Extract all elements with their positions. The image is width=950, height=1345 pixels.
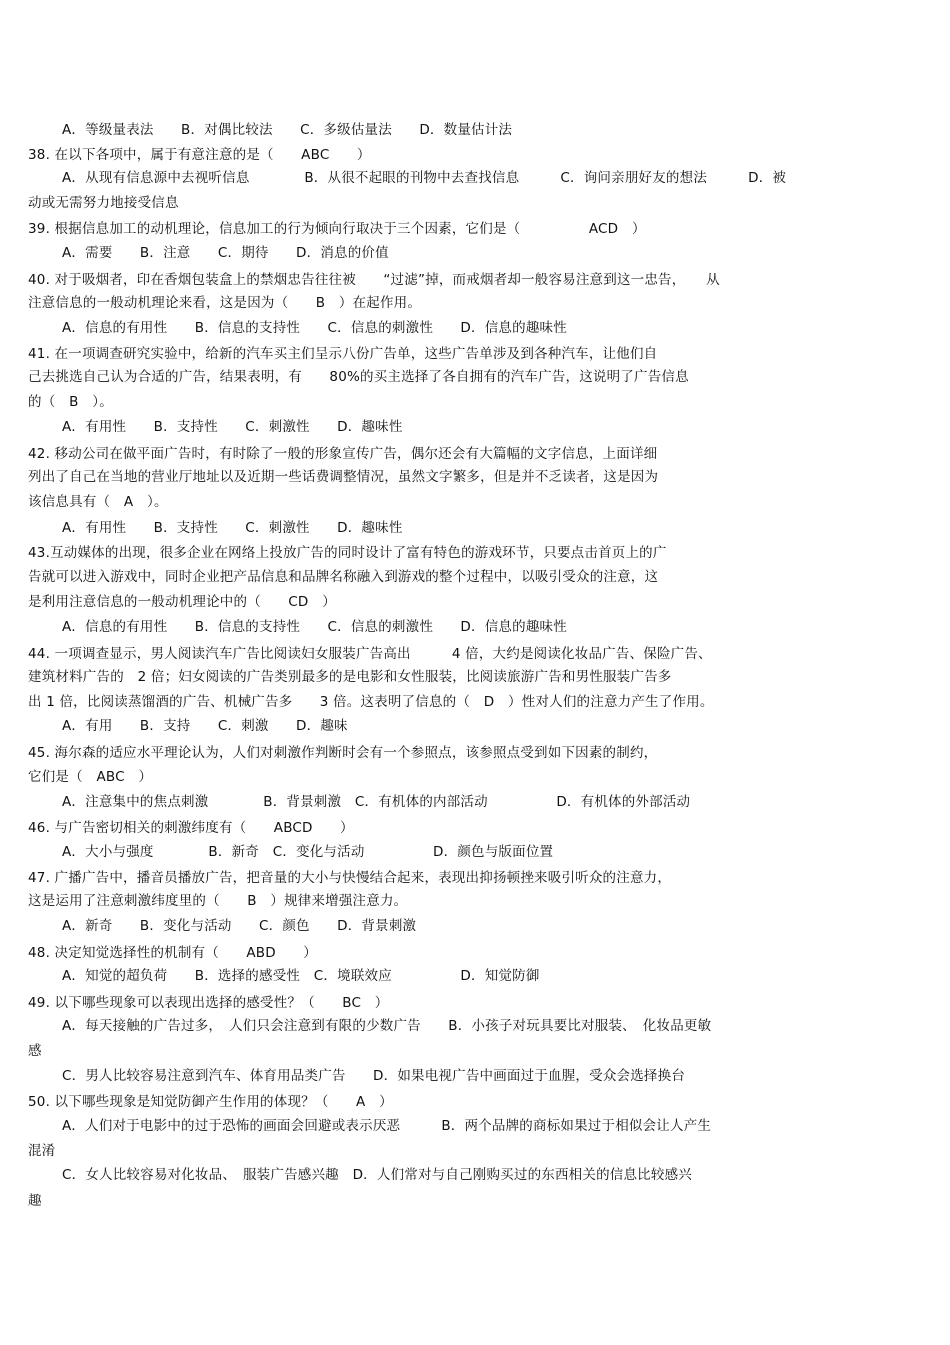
q39-options: A．需要 B．注意 C．期待 D．消息的价值 [62,245,389,261]
q42-stem: 42. 移动公司在做平面广告时，有时除了一般的形象宣传广告，偶尔还会有大篇幅的文字信息，上面详细 [28,446,658,462]
q43-stem-cont: 告就可以进入游戏中，同时企业把产品信息和品牌名称融入到游戏的整个过程中，以吸引受众的注意，这 [28,569,659,585]
q45-options: A．注意集中的焦点刺激 B．背景刺激 C．有机体的内部活动 D．有机体的外部活动 [62,794,691,810]
q44-stem-end: 出 1 倍，比阅读蒸馏酒的广告、机械广告多 3 倍。这表明了信息的（ D ）性对人们的注意力产生了作用。 [28,694,714,710]
q38-stem: 38. 在以下各项中，属于有意注意的是（ ABC ） [28,147,371,163]
q38-options: A．从现有信息源中去视听信息 B．从很不起眼的刊物中去查找信息 C．询问亲朋好友的想法 D．被 [62,170,787,186]
q42-stem-cont: 列出了自己在当地的营业厅地址以及近期一些话费调整情况，虽然文字繁多，但是并不乏读者，这是因为 [28,469,659,485]
q37-options: A．等级量表法 B．对偶比较法 C．多级估量法 D．数量估计法 [62,122,513,138]
q46-stem: 46. 与广告密切相关的刺激纬度有（ ABCD ） [28,820,354,836]
q49-options-cont: 感 [28,1043,42,1059]
q50-options-2-cont: 趣 [28,1193,42,1209]
q48-options: A．知觉的超负荷 B．选择的感受性 C．境联效应 D．知觉防御 [62,968,540,984]
q44-options: A．有用 B．支持 C．刺激 D．趣味 [62,718,348,734]
q47-stem: 47. 广播广告中，播音员播放广告，把音量的大小与快慢结合起来，表现出抑扬顿挫来吸引听众的注意力， [28,870,672,886]
q43-options: A．信息的有用性 B．信息的支持性 C．信息的刺激性 D．信息的趣味性 [62,619,567,635]
q43-stem: 43.互动媒体的出现，很多企业在网络上投放广告的同时设计了富有特色的游戏环节，只要点击首页上的广 [28,545,667,561]
q41-options: A．有用性 B．支持性 C．刺激性 D．趣味性 [62,419,403,435]
q45-stem-cont: 它们是（ ABC ） [28,769,153,785]
q48-stem: 48. 决定知觉选择性的机制有（ ABD ） [28,945,317,961]
q47-options: A．新奇 B．变化与活动 C．颜色 D．背景刺激 [62,918,417,934]
q38-options-cont: 动或无需努力地接受信息 [28,195,179,211]
q40-stem: 40. 对于吸烟者，印在香烟包装盒上的禁烟忠告往往被 “过滤”掉，而戒烟者却一般容易注意到这一忠告， 从 [28,272,720,288]
q45-stem: 45. 海尔森的适应水平理论认为，人们对刺激作判断时会有一个参照点，该参照点受到如下因素的制约， [28,745,658,761]
q46-options: A．大小与强度 B．新奇 C．变化与活动 D．颜色与版面位置 [62,844,554,860]
q50-stem: 50. 以下哪些现象是知觉防御产生作用的体现？（ A ） [28,1094,393,1110]
q41-stem-cont: 己去挑选自己认为合适的广告，结果表明，有 80%的买主选择了各自拥有的汽车广告，这说明了广告信息 [28,369,689,385]
q44-stem-cont: 建筑材料广告的 2 倍；妇女阅读的广告类别最多的是电影和女性服装，比阅读旅游广告和男性服装广告多 [28,669,672,685]
q41-stem: 41. 在一项调查研究实验中，给新的汽车买主们呈示八份广告单，这些广告单涉及到各种汽车，让他们自 [28,346,658,362]
q42-stem-end: 该信息具有（ A ）。 [28,494,168,510]
q41-stem-end: 的（ B ）。 [28,394,113,410]
q50-options-cont: 混淆 [28,1143,56,1159]
q44-stem: 44. 一项调查显示，男人阅读汽车广告比阅读妇女服装广告高出 4 倍，大约是阅读化妆品广告、保险广告、 [28,646,712,662]
q50-options: A．人们对于电影中的过于恐怖的画面会回避或表示厌恶 B．两个品牌的商标如果过于相似会让人产生 [62,1118,712,1134]
q40-options: A．信息的有用性 B．信息的支持性 C．信息的刺激性 D．信息的趣味性 [62,320,567,336]
q49-options-2: C．男人比较容易注意到汽车、体育用品类广告 D．如果电视广告中画面过于血腥，受众会选择换台 [62,1068,686,1084]
q42-options: A．有用性 B．支持性 C．刺激性 D．趣味性 [62,520,403,536]
q40-stem-cont: 注意信息的一般动机理论来看，这是因为（ B ）在起作用。 [28,295,422,311]
q39-stem: 39. 根据信息加工的动机理论，信息加工的行为倾向行取决于三个因素，它们是（ ACD ） [28,221,646,237]
q47-stem-cont: 这是运用了注意刺激纬度里的（ B ）规律来增强注意力。 [28,893,408,909]
q49-options: A．每天接触的广告过多， 人们只会注意到有限的少数广告 B．小孩子对玩具要比对服装、 化妆品更敏 [62,1018,712,1034]
q43-stem-end: 是利用注意信息的一般动机理论中的（ CD ） [28,594,336,610]
q50-options-2: C．女人比较容易对化妆品、 服装广告感兴趣 D．人们常对与自己刚购买过的东西相关的信息比较感兴 [62,1167,692,1183]
q49-stem: 49. 以下哪些现象可以表现出选择的感受性？（ BC ） [28,995,389,1011]
